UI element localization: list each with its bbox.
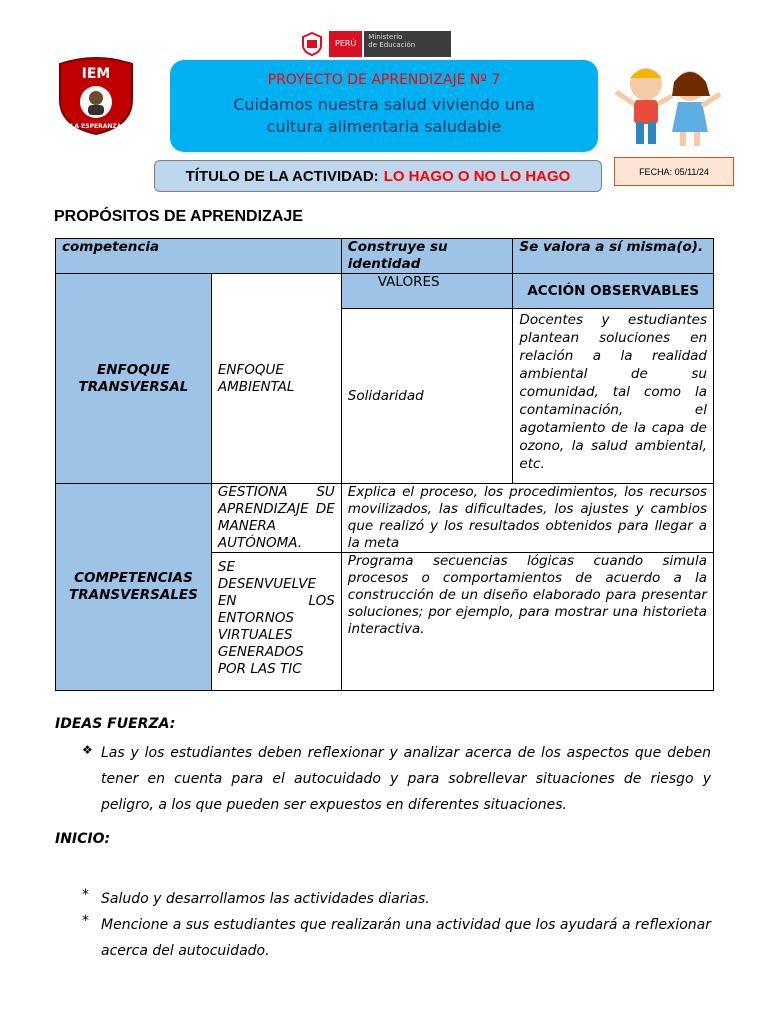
- inicio-item: Mencione a sus estudiantes que realizarán una actividad que los ayudará a reflexionar acerca del autocuidado.: [101, 917, 711, 959]
- ideas-text: Las y los estudiantes deben reflexionar y analizar acerca de los aspectos que deben tener en cuenta para el autocuidado y para sobrellevar situaciones de riesgo y peligro, a los que pueden ser expuestos en diferentes situaciones.: [101, 745, 711, 813]
- ideas-title: IDEAS FUERZA:: [55, 716, 176, 732]
- school-logo: [52, 56, 140, 136]
- project-subtitle: Cuidamos nuestra salud viviendo una cultura alimentaria saludable: [233, 95, 535, 136]
- acciones-header: ACCIÓN OBSERVABLES: [513, 274, 714, 309]
- children-illustration: [606, 56, 726, 152]
- comp2-cell: SE DESENVUELVE EN LOS ENTORNOS VIRTUALES GENERADOS POR LAS TIC: [211, 553, 341, 691]
- svg-text:LA ESPERANZA: LA ESPERANZA: [70, 123, 122, 130]
- svg-text:IEM: IEM: [81, 66, 111, 82]
- comp1-cell: GESTIONA SU APRENDIZAJE DE MANERA AUTÓNOMA.: [211, 484, 341, 553]
- section-title: PROPÓSITOS DE APRENDIZAJE: [54, 208, 303, 225]
- peru-shield-icon: [299, 31, 325, 57]
- project-header: [170, 60, 598, 152]
- asterisk-bullet-icon: *: [82, 913, 89, 929]
- asterisk-bullet-icon: *: [82, 887, 89, 903]
- ministry-label: Ministerio de Educación: [364, 31, 451, 57]
- inicio-item: Saludo y desarrollamos las actividades diarias.: [101, 891, 430, 907]
- date-box: FECHA: 05/11/24: [614, 157, 734, 186]
- enfoque-label: ENFOQUE TRANSVERSAL: [56, 274, 212, 484]
- activity-title: LO HAGO O NO LO HAGO: [383, 167, 571, 185]
- inicio-title: INICIO:: [55, 831, 111, 847]
- diamond-bullet-icon: ❖: [82, 743, 93, 757]
- accion-cell: Docentes y estudiantes plantean soluciones en relación a la realidad ambiental de su comunidad, tal como la contaminación, el agotamiento de la capa de ozono, la salud ambiental, etc.: [513, 309, 714, 484]
- competencia-value: Construye su identidad: [341, 239, 513, 274]
- project-number: PROYECTO DE APRENDIZAJE Nº 7: [267, 72, 501, 88]
- peru-label: PERÚ: [329, 31, 362, 57]
- comp-trans-label: COMPETENCIAS TRANSVERSALES: [56, 484, 212, 691]
- activity-label: TÍTULO DE LA ACTIVIDAD:: [185, 167, 379, 185]
- comp2-desc: Programa secuencias lógicas cuando simula procesos o comportamientos de acuerdo a la construcción de un diseño elaborado para presentar soluciones; por ejemplo, para mostrar una historieta interactiva.: [341, 553, 713, 691]
- enfoque-value: ENFOQUE AMBIENTAL: [211, 274, 341, 484]
- activity-title-box: [154, 160, 602, 192]
- purposes-table: [55, 238, 714, 691]
- ministry-banner: [299, 31, 451, 57]
- valores-header: VALORES: [341, 274, 513, 309]
- capacidad-value: Se valora a sí misma(o).: [513, 239, 714, 274]
- comp1-desc: Explica el proceso, los procedimientos, los recursos movilizados, las dificultades, los ajustes y cambios que realizó y los resultados obtenidos para llegar a la meta: [341, 484, 713, 553]
- competencia-label: competencia: [56, 239, 342, 274]
- valor-cell: Solidaridad: [341, 309, 513, 484]
